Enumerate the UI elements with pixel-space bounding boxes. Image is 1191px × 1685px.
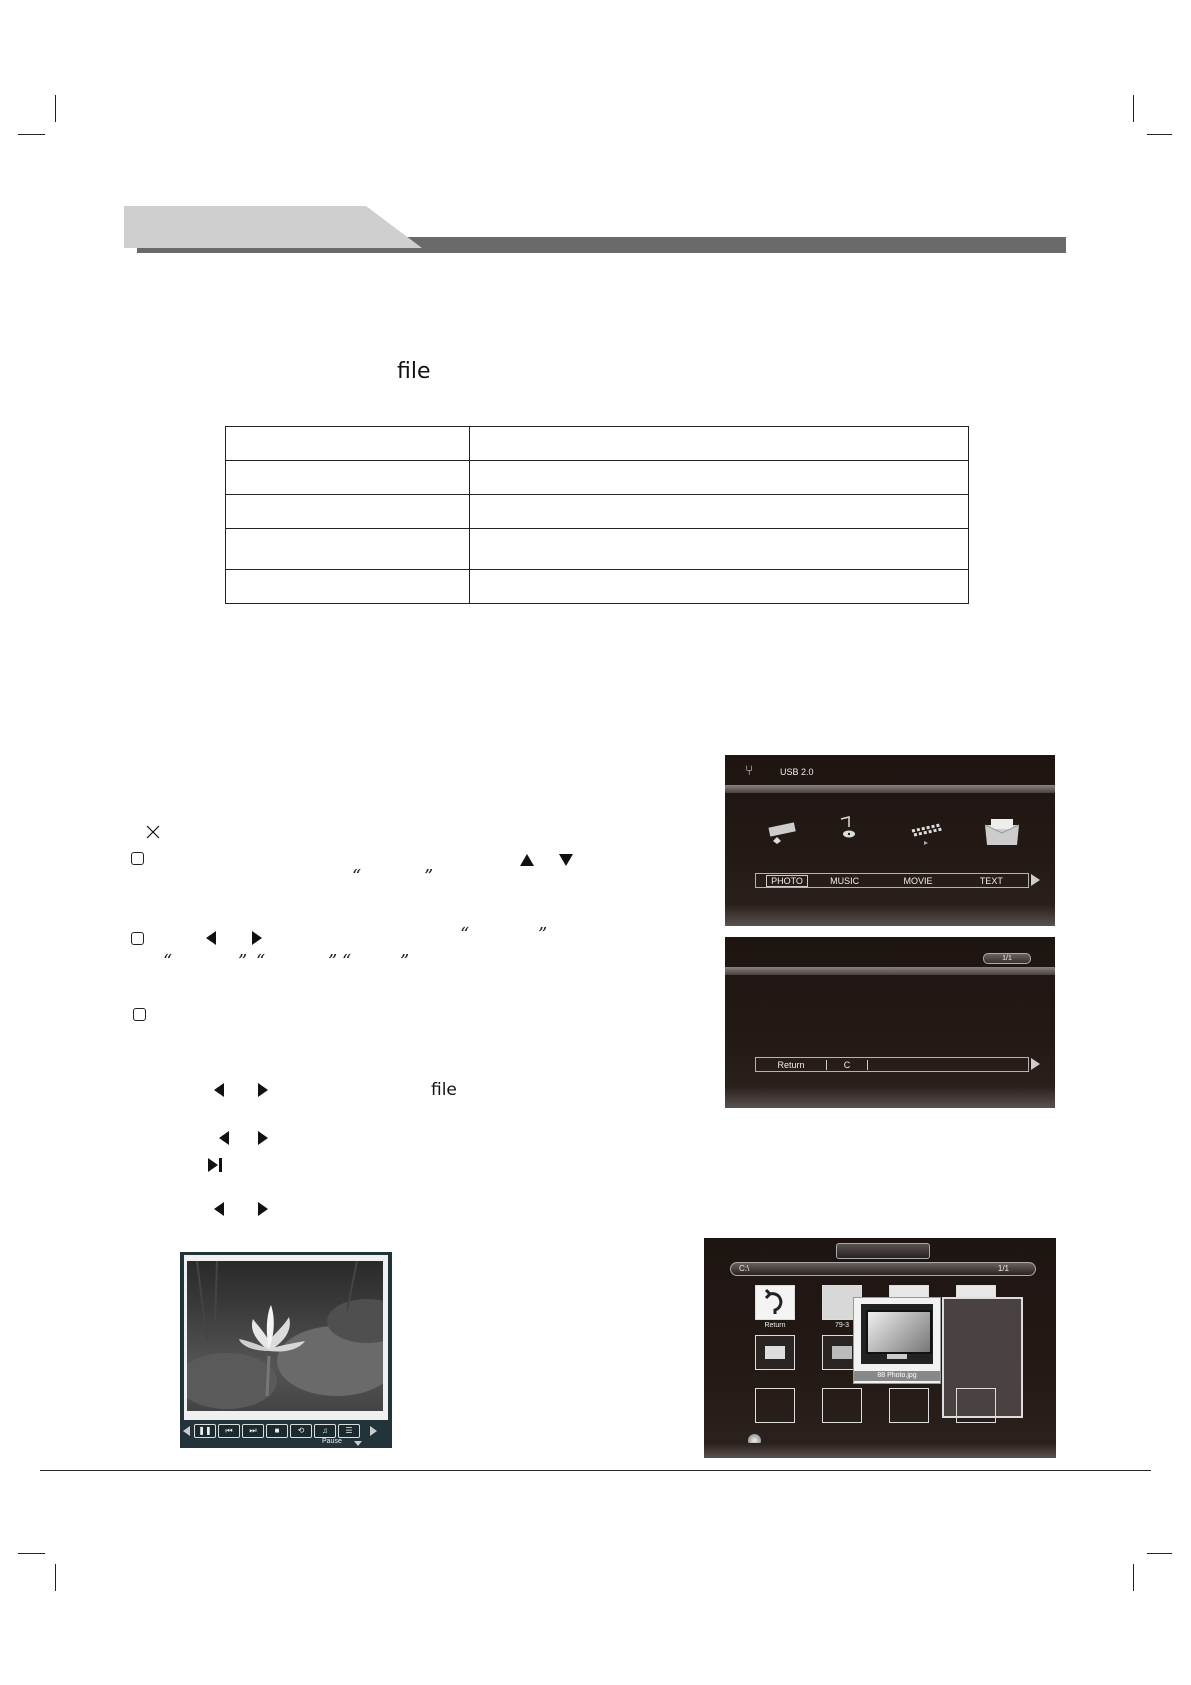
crop-mark <box>1147 1553 1172 1554</box>
player-status: Pause <box>322 1438 342 1445</box>
usb-main-menu-screen <box>725 755 1055 926</box>
preview-popup <box>853 1297 941 1384</box>
tab-text[interactable]: TEXT <box>979 875 1003 886</box>
next-track-icon <box>207 1157 223 1173</box>
table-cell <box>470 570 969 604</box>
file-format-table <box>225 426 969 604</box>
return-item[interactable]: Return <box>756 1060 827 1070</box>
playlist-button[interactable]: ☰ <box>338 1424 360 1438</box>
divider <box>725 967 1055 975</box>
lotus-photo <box>187 1261 383 1411</box>
table-cell <box>226 427 470 461</box>
table-cell <box>226 570 470 604</box>
media-category-tabs <box>755 873 1029 888</box>
photo-player-screen <box>180 1252 392 1448</box>
step-checkbox-icon <box>131 932 144 945</box>
left-arrow-icon <box>214 1202 224 1216</box>
quote-open: “ <box>460 924 470 945</box>
screen-footer-glow <box>704 1443 1056 1458</box>
table-cell <box>226 495 470 529</box>
table-row <box>226 427 969 461</box>
quote-close: ” <box>424 866 434 887</box>
tile-label: 79-3 <box>834 1322 849 1329</box>
screen-footer-glow <box>725 905 1055 926</box>
crop-mark <box>18 1553 45 1554</box>
chevron-down-icon <box>354 1441 362 1446</box>
crop-mark <box>1147 134 1172 135</box>
crop-mark <box>18 134 45 135</box>
table-row <box>226 461 969 495</box>
photo-category-icon <box>765 821 799 845</box>
scroll-left-icon[interactable] <box>183 1426 190 1436</box>
drive-path-bar <box>755 1057 1029 1072</box>
stop-button[interactable]: ■ <box>266 1424 288 1438</box>
quote-close: ” <box>400 951 410 972</box>
quote-close: ” <box>238 951 248 972</box>
page-indicator-text: 1/1 <box>1002 955 1012 962</box>
table-row <box>226 495 969 529</box>
crop-mark <box>55 95 56 122</box>
previous-button[interactable]: ⏮ <box>218 1424 240 1438</box>
pause-button[interactable]: ❚❚ <box>194 1424 216 1438</box>
scroll-right-icon[interactable] <box>370 1426 377 1436</box>
empty-tile <box>755 1388 795 1423</box>
table-row <box>226 570 969 604</box>
quote-close: ” <box>328 951 338 972</box>
table-cell <box>470 529 969 570</box>
browser-title-tab <box>836 1243 930 1259</box>
screen-title: USB 2.0 <box>780 767 814 777</box>
photo-browser-screen <box>704 1238 1056 1458</box>
right-arrow-icon <box>258 1131 268 1145</box>
text-category-icon <box>983 817 1021 847</box>
tab-photo[interactable]: PHOTO <box>766 875 808 887</box>
drive-c-item[interactable]: C <box>827 1060 868 1070</box>
quote-open: “ <box>256 951 266 972</box>
tab-movie[interactable]: MOVIE <box>903 875 933 886</box>
close-x-icon <box>145 824 161 840</box>
header-file-word: file <box>397 359 431 384</box>
empty-tile <box>822 1388 862 1423</box>
scroll-right-icon[interactable] <box>1031 1058 1040 1070</box>
path-bar <box>730 1262 1036 1276</box>
tile-label: Return <box>764 1322 786 1329</box>
music-category-icon <box>835 815 861 841</box>
step-file-word: file <box>431 1080 457 1100</box>
step-checkbox-icon <box>133 1008 146 1021</box>
preview-filename: 88 Photo.jpg <box>854 1371 940 1381</box>
up-arrow-icon <box>520 854 534 866</box>
crop-mark <box>1133 1564 1134 1591</box>
drive-select-screen <box>725 937 1055 1108</box>
quote-open: “ <box>352 866 362 887</box>
repeat-button[interactable]: ⟲ <box>290 1424 312 1438</box>
preview-image-inner <box>866 1310 932 1354</box>
crop-mark <box>55 1564 56 1591</box>
path-text: C:\ <box>739 1264 750 1273</box>
scroll-right-icon[interactable] <box>1031 874 1040 886</box>
right-arrow-icon <box>258 1202 268 1216</box>
return-tile[interactable] <box>755 1285 795 1320</box>
step-checkbox-icon <box>131 852 144 865</box>
down-arrow-icon <box>559 854 573 866</box>
crop-mark <box>1133 95 1134 122</box>
next-button[interactable]: ⏭ <box>242 1424 264 1438</box>
photo-frame <box>184 1255 388 1420</box>
right-arrow-icon <box>252 931 262 945</box>
table-cell <box>470 427 969 461</box>
empty-tile <box>956 1388 996 1423</box>
quote-open: “ <box>163 951 173 972</box>
photo-tile[interactable] <box>755 1335 795 1370</box>
table-cell <box>470 461 969 495</box>
preview-image-stand <box>887 1354 907 1359</box>
music-button[interactable]: ♫ <box>314 1424 336 1438</box>
table-row <box>226 529 969 570</box>
movie-category-icon <box>910 821 944 845</box>
page-indicator-text: 1/1 <box>997 1264 1009 1273</box>
table-cell <box>226 529 470 570</box>
empty-tile <box>889 1388 929 1423</box>
section-banner-tab <box>124 206 422 248</box>
right-arrow-icon <box>258 1083 268 1097</box>
table-cell <box>226 461 470 495</box>
screen-footer-glow <box>725 1087 1055 1108</box>
left-arrow-icon <box>214 1083 224 1097</box>
quote-open: “ <box>342 951 352 972</box>
usb-icon: ⑂ <box>745 762 754 778</box>
thumbnail-image <box>765 1346 785 1359</box>
left-arrow-icon <box>219 1131 229 1145</box>
thumbnail-image <box>832 1346 852 1359</box>
page-indicator <box>983 953 1031 964</box>
divider <box>725 785 1055 793</box>
footer-rule <box>40 1470 1151 1471</box>
quote-close: ” <box>538 924 548 945</box>
left-arrow-icon <box>206 931 216 945</box>
preview-image <box>861 1304 933 1364</box>
table-cell <box>470 495 969 529</box>
tab-music[interactable]: MUSIC <box>830 875 860 886</box>
